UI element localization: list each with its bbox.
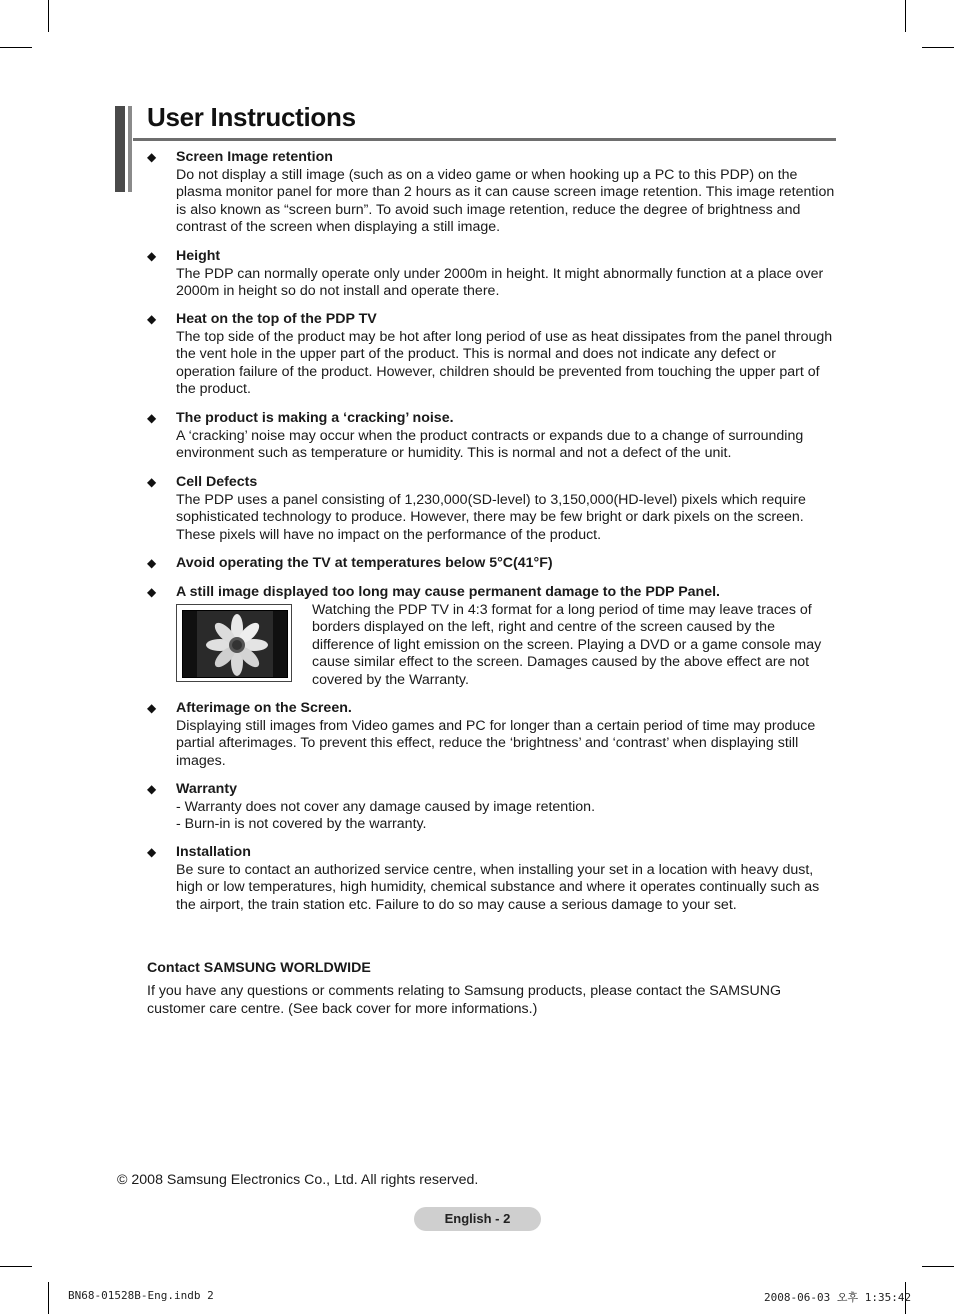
item-heading: Cell Defects [176, 474, 258, 490]
crop-mark [922, 47, 954, 48]
item-heading: The product is making a ‘cracking’ noise. [176, 410, 454, 426]
flower-icon [183, 611, 287, 677]
title-accent-bar [115, 106, 125, 192]
diamond-bullet-icon: ◆ [147, 556, 157, 570]
tv-screen-illustration [176, 604, 292, 682]
crop-mark [905, 0, 906, 32]
item-heading: Height [176, 248, 221, 264]
item-heading: Installation [176, 844, 251, 860]
flower-image [182, 610, 288, 678]
item-heading: Heat on the top of the PDP TV [176, 311, 377, 327]
item-text: Watching the PDP TV in 4:3 format for a long period of time may leave traces of borders displayed on the left, right and centre of the screen caused by the difference of light emission on the screen. Playing a DVD or a game console may cause similar effect to the screen. Damages caused by the above effect are not covered by the Warranty. [312, 601, 822, 688]
print-slug-file: BN68-01528B-Eng.indb 2 [68, 1289, 214, 1302]
page-title: User Instructions [147, 102, 356, 132]
diamond-bullet-icon: ◆ [147, 411, 157, 425]
page-number-badge: English - 2 [414, 1207, 541, 1231]
copyright-notice: © 2008 Samsung Electronics Co., Ltd. All rights reserved. [117, 1172, 479, 1188]
item-heading: Screen Image retention [176, 149, 333, 165]
item-text: Be sure to contact an authorized service centre, when installing your set in a location with heavy dust, high or low temperatures, high humidity, chemical substance and where it operates continually such as the airport, the train station etc. Failure to do so may cause a serious damage to your set. [176, 861, 820, 913]
item-heading: Afterimage on the Screen. [176, 700, 352, 716]
title-accent-bar-thin [128, 106, 132, 192]
item-text: The PDP uses a panel consisting of 1,230,000(SD-level) to 3,150,000(HD-level) pixels which require sophisticated technology to produce. However, there may be few bright or dark pixels on the screen. These pixels will have no impact on the performance of the product. [176, 491, 806, 543]
item-text: A ‘cracking’ noise may occur when the product contracts or expands due to a change of surrounding environment such as temperature or humidity. This is normal and not a defect of the unit. [176, 427, 804, 462]
diamond-bullet-icon: ◆ [147, 150, 157, 164]
crop-mark [48, 0, 49, 32]
item-text: The top side of the product may be hot after long period of use as heat dissipates from the panel through the vent hole in the upper part of the product. This is normal and does not indicate any defect or operation failure of the product. However, children should be prevented from touching the upper part of the product. [176, 328, 833, 398]
diamond-bullet-icon: ◆ [147, 249, 157, 263]
diamond-bullet-icon: ◆ [147, 782, 157, 796]
title-underline [133, 138, 836, 141]
item-text: - Warranty does not cover any damage caused by image retention. [176, 798, 596, 815]
diamond-bullet-icon: ◆ [147, 312, 157, 326]
crop-mark [0, 47, 32, 48]
contact-text: If you have any questions or comments relating to Samsung products, please contact the SAMSUNG customer care centre. (See back cover for more informations.) [147, 983, 782, 1017]
item-text: Displaying still images from Video games and PC for longer than a certain period of time may produce partial afterimages. To prevent this effect, reduce the ‘brightness’ and ‘contrast’ when displaying still images. [176, 717, 816, 769]
item-heading: Warranty [176, 781, 237, 797]
item-text: Do not display a still image (such as on a video game or when hooking up a PC to this PDP) on the plasma monitor panel for more than 2 hours as it can cause screen image retention. This image retention is also known as “screen burn”. To avoid such image retention, reduce the degree of brightness and contrast of the screen when displaying a still image. [176, 166, 835, 236]
crop-mark [48, 1282, 49, 1314]
item-heading: Avoid operating the TV at temperatures below 5°C(41°F) [176, 555, 553, 571]
contact-heading: Contact SAMSUNG WORLDWIDE [147, 960, 371, 976]
print-slug-date: 2008-06-03 오후 1:35:42 [764, 1291, 912, 1304]
diamond-bullet-icon: ◆ [147, 475, 157, 489]
crop-mark [0, 1266, 32, 1267]
item-text: The PDP can normally operate only under 2000m in height. It might abnormally function at a place over 2000m in height so do not install and operate there. [176, 265, 824, 300]
item-heading: A still image displayed too long may cause permanent damage to the PDP Panel. [176, 584, 721, 600]
diamond-bullet-icon: ◆ [147, 585, 157, 599]
diamond-bullet-icon: ◆ [147, 701, 157, 715]
item-text-secondary: - Burn-in is not covered by the warranty. [176, 816, 427, 833]
crop-mark [922, 1266, 954, 1267]
diamond-bullet-icon: ◆ [147, 845, 157, 859]
